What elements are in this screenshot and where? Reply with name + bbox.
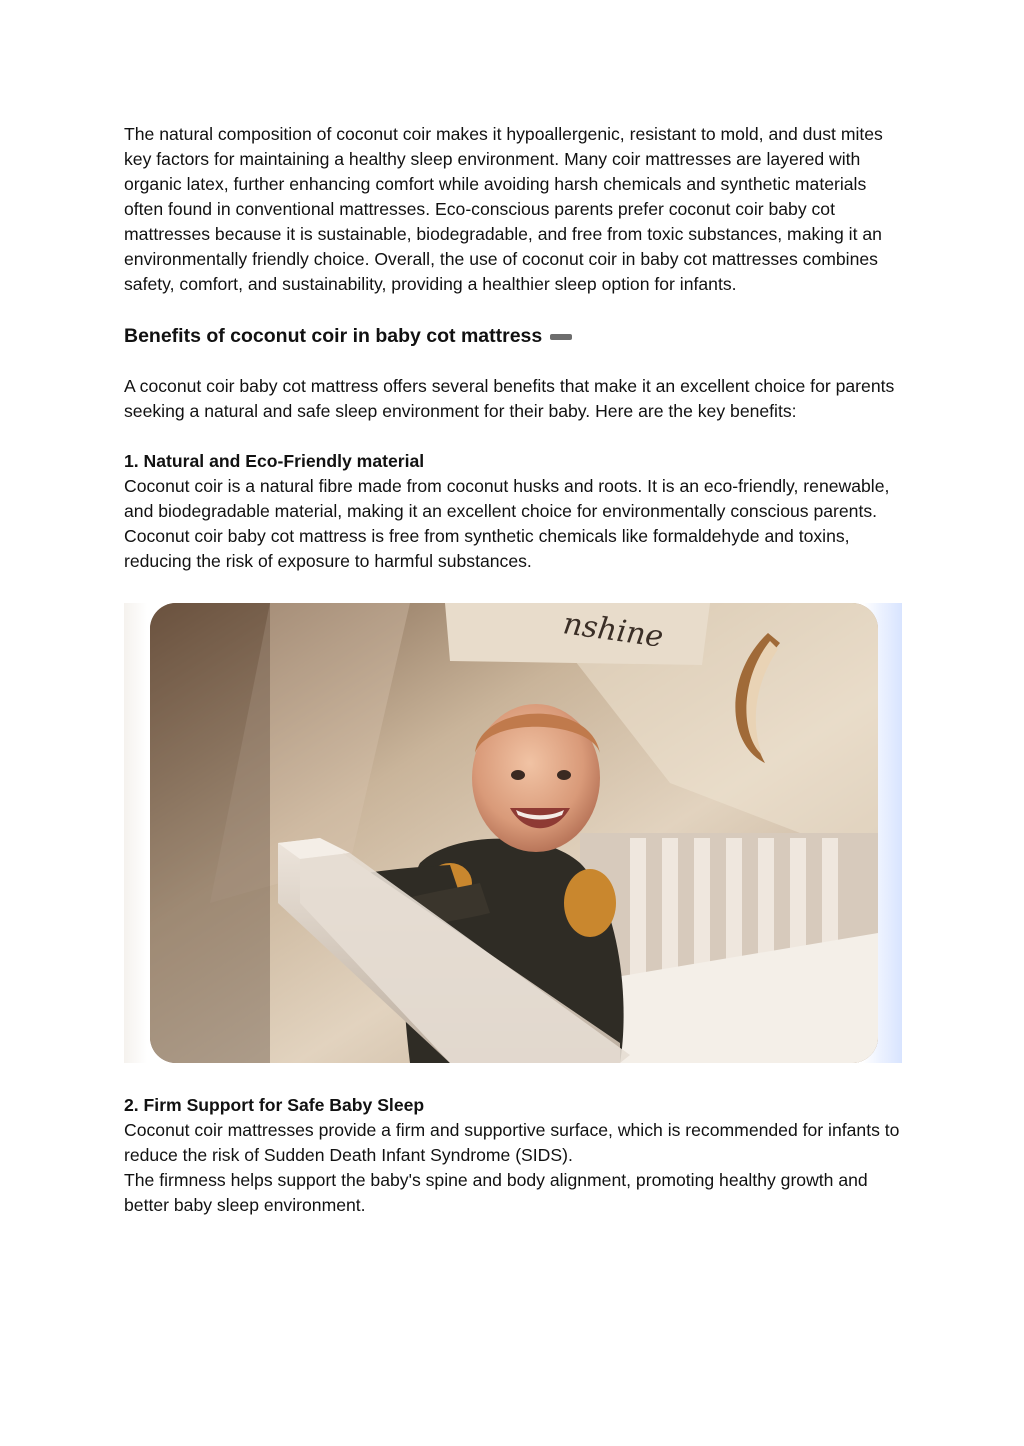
section1-paragraph-2: Coconut coir baby cot mattress is free from synthetic chemicals like formaldehyde and toxins, reducing the risk of exposure to harmful substances.	[124, 526, 850, 571]
benefits-heading-text: Benefits of coconut coir in baby cot mattress	[124, 325, 543, 347]
banner-text: nshine	[560, 606, 666, 655]
section1-title: 1. Natural and Eco-Friendly material	[124, 451, 425, 471]
section2-paragraph-2: The firmness helps support the baby's spine and body alignment, promoting healthy growth and better baby sleep environment.	[124, 1170, 868, 1215]
baby-in-cot-illustration	[150, 603, 878, 1063]
baby-cot-image-figure	[124, 603, 902, 1063]
baby-in-cot-photo	[150, 603, 878, 1063]
intro-paragraph: The natural composition of coconut coir makes it hypoallergenic, resistant to mold, and dust mites key factors for maintaining a healthy sleep environment. Many coir mattresses are layered with organic latex, further enhancing comfort while avoiding harsh chemicals and synthetic materials often found in conventional mattresses. Eco-conscious parents prefer coconut coir baby cot mattresses because it is sustainable, biodegradable, and free from toxic substances, making it an environmentally friendly choice. Overall, the use of coconut coir in baby cot mattresses combines safety, comfort, and sustainability, providing a healthier sleep option for infants.	[124, 124, 883, 294]
benefits-lead-paragraph: A coconut coir baby cot mattress offers several benefits that make it an excellent choice for parents seeking a natural and safe sleep environment for their baby. Here are the key benefits:	[124, 376, 895, 421]
benefits-heading	[124, 322, 904, 350]
document-page	[124, 122, 904, 1218]
section2-title: 2. Firm Support for Safe Baby Sleep	[124, 1095, 425, 1115]
section1-paragraph-1: Coconut coir is a natural fibre made from coconut husks and roots. It is an eco-friendly, renewable, and biodegradable material, making it an excellent choice for environmentally conscious parents.	[124, 476, 890, 521]
minus-icon	[550, 334, 572, 340]
section2	[124, 1093, 904, 1218]
section2-paragraph-1: Coconut coir mattresses provide a firm and supportive surface, which is recommended for infants to reduce the risk of Sudden Death Infant Syndrome (SIDS).	[124, 1120, 900, 1165]
